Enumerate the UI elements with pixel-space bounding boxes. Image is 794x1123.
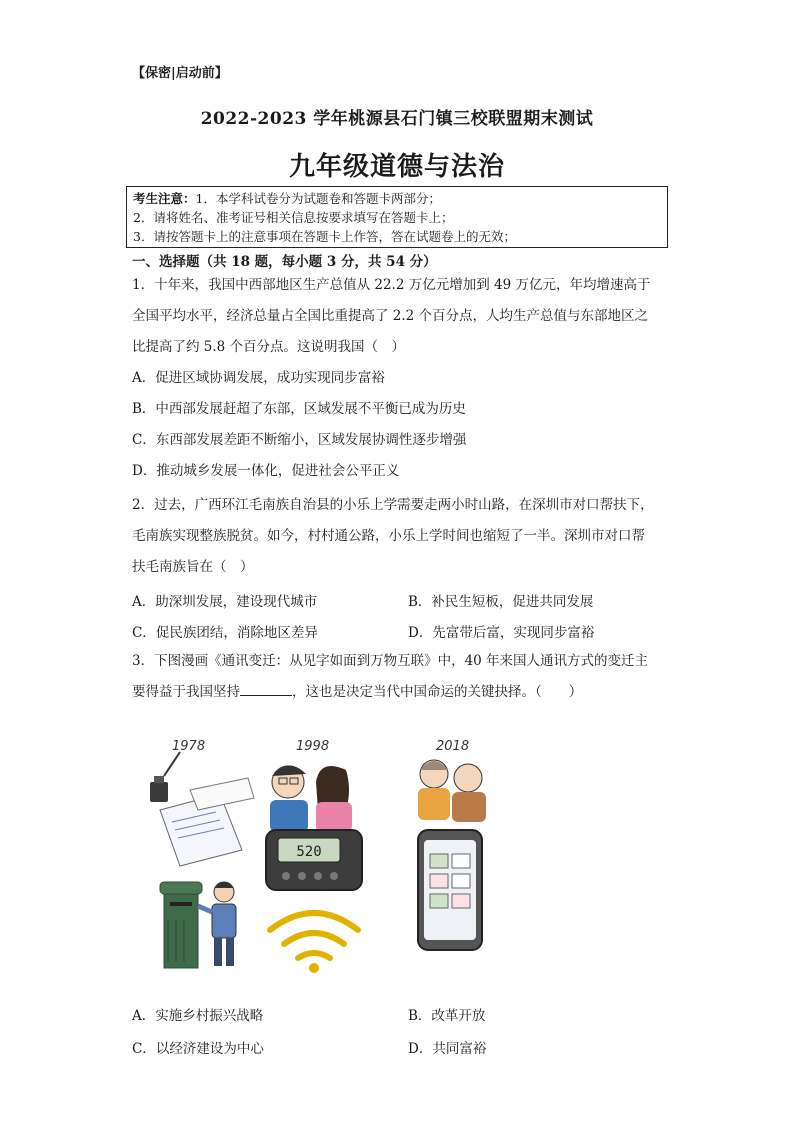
notice-line-1-text: 1．本学科试卷分为试题卷和答题卡两部分； <box>195 191 441 206</box>
communication-change-comic <box>150 730 510 980</box>
question-3 <box>132 646 662 708</box>
pager-icon <box>266 830 362 890</box>
man-posting-letter-icon <box>198 882 236 966</box>
elderly-couple-icon <box>418 760 486 822</box>
notice-line-3: 3．请按答题卡上的注意事项在答题卡上作答，答在试题卷上的无效； <box>133 229 516 244</box>
candidate-notice-box <box>126 186 668 248</box>
q2-line-3: 扶毛南族旨在（ ） <box>132 559 254 575</box>
q3-option-b[interactable]: B．改革开放 <box>408 1008 486 1024</box>
question-2 <box>132 490 662 583</box>
q3-option-d[interactable]: D．共同富裕 <box>408 1041 487 1057</box>
q3-line-2-start: 要得益于我国坚持 <box>132 684 240 700</box>
notice-label: 考生注意： <box>133 191 196 206</box>
post-box-icon <box>160 882 202 968</box>
year-2018-label: 2018 <box>436 739 470 754</box>
q2-line-2: 毛南族实现整族脱贫。如今，村村通公路，小乐上学时间也缩短了一半。深圳市对口帮 <box>132 528 645 544</box>
letter-paper-icon <box>160 778 254 866</box>
q2-line-1: 2．过去，广西环江毛南族自治县的小乐上学需要走两小时山路，在深圳市对口帮扶下， <box>132 497 654 513</box>
section-heading: 一、选择题（共 18 题，每小题 3 分，共 54 分） <box>132 254 437 270</box>
q1-option-a[interactable]: A．促进区域协调发展，成功实现同步富裕 <box>132 370 385 386</box>
smartphone-icon <box>418 830 482 950</box>
question-1 <box>132 270 662 487</box>
q1-option-c[interactable]: C．东西部发展差距不断缩小，区域发展协调性逐步增强 <box>132 432 467 448</box>
ink-bottle-icon <box>150 752 180 802</box>
q3-line-1: 3．下图漫画《通讯变迁：从见字如面到万物互联》中，40 年来国人通讯方式的变迁主 <box>132 653 649 669</box>
q2-option-b[interactable]: B．补民生短板，促进共同发展 <box>408 594 594 610</box>
q3-option-c[interactable]: C．以经济建设为中心 <box>132 1041 264 1057</box>
year-1978-label: 1978 <box>172 739 206 754</box>
q1-line-3: 比提高了约 5.8 个百分点。这说明我国（ ） <box>132 339 406 355</box>
notice-line-2: 2．请将姓名、准考证号相关信息按要求填写在答题卡上； <box>133 210 454 225</box>
q3-option-a[interactable]: A．实施乡村振兴战略 <box>132 1008 264 1024</box>
year-1998-label: 1998 <box>296 739 330 754</box>
q2-option-d[interactable]: D．先富带后富，实现同步富裕 <box>408 625 595 641</box>
notice-line-1 <box>133 189 661 208</box>
young-couple-icon <box>270 765 352 832</box>
wifi-icon <box>270 913 358 958</box>
q2-option-c[interactable]: C．促民族团结，消除地区差异 <box>132 625 318 641</box>
q3-line-2-end: ，这也是决定当代中国命运的关键抉择。（ ） <box>292 684 583 700</box>
q1-option-d[interactable]: D．推动城乡发展一体化，促进社会公平正义 <box>132 463 400 479</box>
q1-line-2: 全国平均水平，经济总量占全国比重提高了 2.2 个百分点，人均生产总值与东部地区之 <box>132 308 649 324</box>
wifi-dot <box>309 963 319 973</box>
q1-line-1: 1．十年来，我国中西部地区生产总值从 22.2 万亿元增加到 49 万亿元，年均增速高于 <box>132 277 651 293</box>
answer-blank[interactable] <box>240 681 292 696</box>
exam-title: 2022-2023 学年桃源县石门镇三校联盟期末测试 <box>200 109 594 129</box>
q2-option-a[interactable]: A．助深圳发展，建设现代城市 <box>132 594 318 610</box>
subject-title: 九年级道德与法治 <box>288 152 505 182</box>
q1-option-b[interactable]: B．中西部发展赶超了东部，区域发展不平衡已成为历史 <box>132 401 466 417</box>
q3-line-2 <box>132 677 662 708</box>
confidential-label: 【保密|启动前】 <box>132 66 228 81</box>
pager-display-text: 520 <box>296 844 322 860</box>
